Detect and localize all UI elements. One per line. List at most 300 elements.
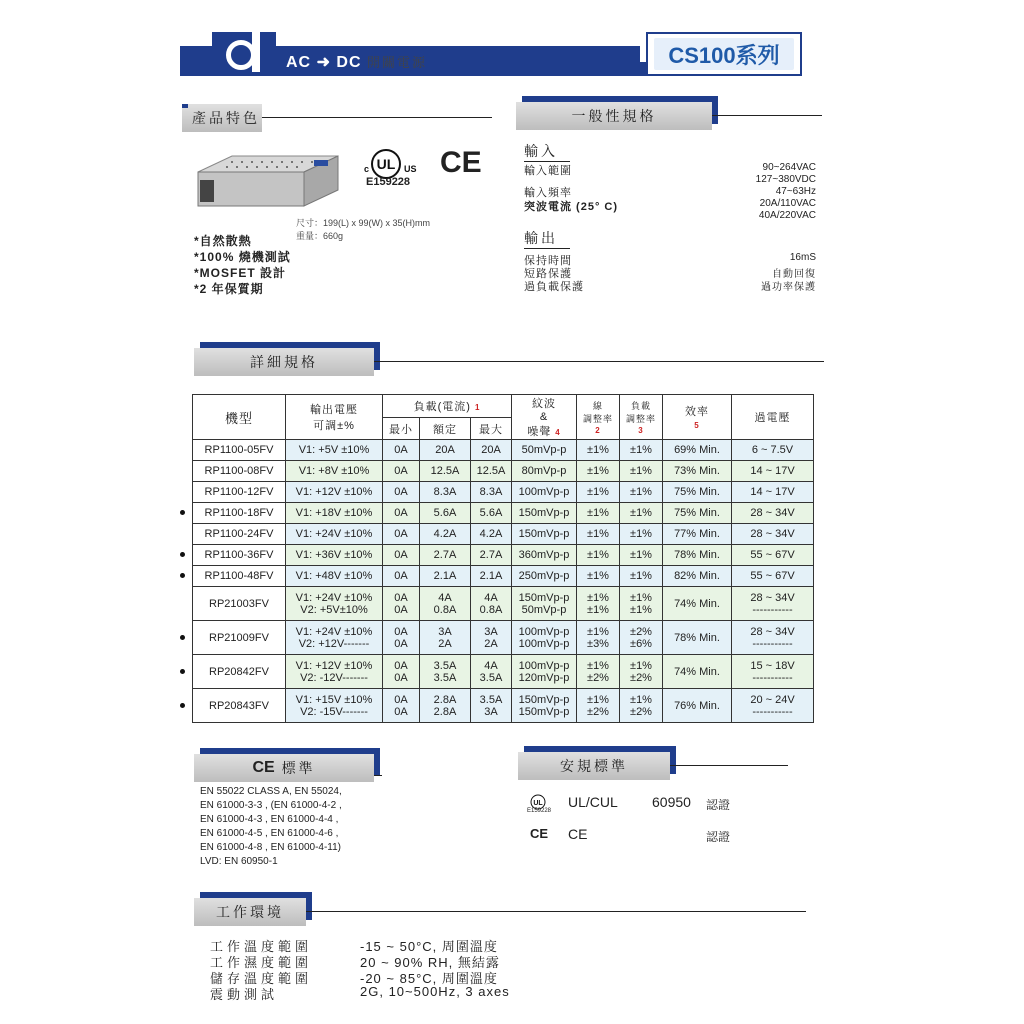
- row-voltage-value: V1: +5V ±10%: [298, 444, 370, 456]
- row-voltage-value: V2: -12V-------: [300, 671, 368, 684]
- row-voltage: [286, 545, 383, 566]
- output-heading: 輸出: [524, 228, 570, 249]
- row-load-reg-value: ±1%: [630, 659, 652, 672]
- row-voltage: [286, 566, 383, 587]
- row-voltage-value: V1: +18V ±10%: [295, 507, 373, 519]
- row-model: [193, 461, 286, 482]
- row-voltage: [286, 621, 383, 655]
- row-voltage: [286, 655, 383, 689]
- row-voltage: [286, 461, 383, 482]
- col-rated: 額定: [420, 418, 471, 440]
- title-suffix: 開關電源: [366, 55, 427, 70]
- row-voltage-value: V1: +8V ±10%: [298, 465, 370, 477]
- row-ovp-value: 28 ~ 34V: [750, 625, 795, 638]
- header-title: [286, 52, 427, 72]
- row-min: [383, 461, 420, 482]
- row-ovp-value: 28 ~ 34V: [750, 528, 795, 540]
- row-load-reg-value: ±1%: [630, 549, 652, 561]
- row-efficiency-value: 77% Min.: [674, 528, 720, 540]
- ce-standard-line: LVD: EN 60950-1: [200, 856, 278, 867]
- col-load-reg: 負載 調整率 3: [620, 395, 663, 440]
- feature-item: *自然散熱: [194, 234, 252, 248]
- output-label-short: 短路保護: [524, 268, 572, 280]
- svg-text:UL: UL: [376, 156, 396, 172]
- row-rated-value: 12.5A: [430, 465, 460, 477]
- col-ovp: 過電壓: [732, 395, 814, 440]
- row-load-reg: [620, 545, 663, 566]
- row-rated-value: 0.8A: [433, 603, 457, 616]
- row-line-reg-value: ±1%: [587, 591, 609, 604]
- col-max: 最大: [471, 418, 512, 440]
- row-model: [193, 621, 286, 655]
- ce-heading: [194, 754, 374, 782]
- row-line-reg-value: ±1%: [587, 570, 609, 582]
- row-min-value: 0A: [394, 693, 408, 706]
- row-ripple-value: 250mVp-p: [518, 570, 570, 582]
- row-rated-value: 2A: [438, 637, 452, 650]
- table-row: [193, 524, 814, 545]
- row-max: [471, 689, 512, 723]
- features-heading: 產品特色: [182, 104, 262, 132]
- header-accent-block: [180, 46, 212, 76]
- row-model-value: RP1100-24FV: [204, 528, 274, 540]
- row-ripple: [512, 587, 577, 621]
- row-line-reg: [577, 482, 620, 503]
- ce-mark-icon: CE: [530, 826, 549, 841]
- row-load-reg: [620, 689, 663, 723]
- row-line-reg: [577, 440, 620, 461]
- svg-text:c: c: [364, 164, 370, 174]
- row-max-value: 2.1A: [479, 570, 503, 582]
- row-rated-value: 4.2A: [433, 528, 457, 540]
- env-label: 儲存溫度範圍: [210, 971, 313, 986]
- row-rated: [420, 503, 471, 524]
- row-max-value: 3A: [484, 705, 498, 718]
- row-line-reg-value: ±1%: [587, 659, 609, 672]
- row-ovp-value: 55 ~ 67V: [750, 549, 795, 561]
- safety-ul-cert: 認證: [706, 798, 731, 812]
- row-model-value: RP21009FV: [209, 631, 269, 644]
- row-line-reg: [577, 503, 620, 524]
- col-efficiency: 效率 5: [663, 395, 732, 440]
- row-ripple-value: 100mVp-p: [518, 625, 570, 638]
- row-line-reg: [577, 524, 620, 545]
- row-ripple: [512, 482, 577, 503]
- row-line-reg: [577, 461, 620, 482]
- row-ovp: [732, 689, 814, 723]
- row-max: [471, 461, 512, 482]
- row-line-reg-value: ±1%: [587, 528, 609, 540]
- table-row: [193, 621, 814, 655]
- row-ovp-value: 55 ~ 67V: [750, 570, 795, 582]
- row-ovp: [732, 524, 814, 545]
- table-row: [193, 587, 814, 621]
- row-min: [383, 621, 420, 655]
- row-voltage-value: V1: +36V ±10%: [295, 549, 373, 561]
- ce-standard-line: EN 61000-4-5 , EN 61000-4-6 ,: [200, 828, 339, 839]
- row-rated-value: 2.8A: [433, 693, 457, 706]
- row-min-value: 0A: [394, 671, 408, 684]
- row-model: [193, 482, 286, 503]
- row-efficiency-value: 69% Min.: [674, 444, 720, 456]
- row-load-reg-value: ±1%: [630, 570, 652, 582]
- table-row: [193, 503, 814, 524]
- row-min-value: 0A: [394, 507, 408, 519]
- row-min: [383, 440, 420, 461]
- row-ripple-value: 150mVp-p: [518, 507, 570, 519]
- row-voltage: [286, 482, 383, 503]
- input-label-inrush: 突波電流 (25° C): [524, 201, 619, 213]
- row-efficiency-value: 73% Min.: [674, 465, 720, 477]
- row-voltage: [286, 587, 383, 621]
- row-ovp-value: 28 ~ 34V: [750, 591, 795, 604]
- row-line-reg: [577, 566, 620, 587]
- col-load: 負載(電流) 1: [383, 395, 512, 418]
- row-max: [471, 440, 512, 461]
- row-efficiency: [663, 621, 732, 655]
- row-ovp-value: -----------: [752, 603, 793, 616]
- row-efficiency-value: 76% Min.: [674, 699, 720, 712]
- row-line-reg-value: ±1%: [587, 507, 609, 519]
- row-model-value: RP21003FV: [209, 597, 269, 610]
- row-ripple: [512, 503, 577, 524]
- general-rule: [712, 115, 822, 116]
- row-line-reg-value: ±1%: [587, 603, 609, 616]
- row-rated-value: 8.3A: [433, 486, 457, 498]
- input-value: 47~63Hz: [775, 186, 816, 197]
- row-ovp-value: 28 ~ 34V: [750, 507, 795, 519]
- row-max-value: 4A: [484, 659, 498, 672]
- row-voltage: [286, 503, 383, 524]
- row-line-reg: [577, 655, 620, 689]
- row-efficiency-value: 74% Min.: [674, 597, 720, 610]
- env-value: -15 ~ 50°C, 周圍溫度: [360, 939, 498, 954]
- row-ovp: [732, 545, 814, 566]
- ce-rule: [374, 775, 382, 776]
- row-min: [383, 689, 420, 723]
- row-line-reg: [577, 587, 620, 621]
- row-load-reg-value: ±1%: [630, 444, 652, 456]
- row-line-reg-value: ±1%: [587, 693, 609, 706]
- row-min-value: 0A: [394, 444, 408, 456]
- env-value: -20 ~ 85°C, 周圍溫度: [360, 971, 498, 986]
- row-efficiency: [663, 461, 732, 482]
- row-min: [383, 655, 420, 689]
- row-voltage-value: V2: -15V-------: [300, 705, 368, 718]
- row-rated: [420, 689, 471, 723]
- row-efficiency-value: 78% Min.: [674, 549, 720, 561]
- table-row: [193, 689, 814, 723]
- row-ripple-value: 100mVp-p: [518, 659, 570, 672]
- row-line-reg: [577, 621, 620, 655]
- row-load-reg: [620, 587, 663, 621]
- row-load-reg-value: ±1%: [630, 486, 652, 498]
- row-bullet-icon: [180, 703, 185, 708]
- feature-item: *100% 燒機測試: [194, 250, 291, 264]
- row-voltage-value: V2: +5V±10%: [300, 603, 368, 616]
- row-rated: [420, 545, 471, 566]
- row-min-value: 0A: [394, 486, 408, 498]
- row-model: [193, 566, 286, 587]
- row-max: [471, 482, 512, 503]
- row-min-value: 0A: [394, 659, 408, 672]
- svg-text:UL: UL: [533, 800, 543, 807]
- row-max: [471, 655, 512, 689]
- row-efficiency: [663, 587, 732, 621]
- row-model: [193, 503, 286, 524]
- row-voltage: [286, 440, 383, 461]
- row-load-reg-value: ±1%: [630, 465, 652, 477]
- row-voltage: [286, 689, 383, 723]
- row-ripple-value: 150mVp-p: [518, 693, 570, 706]
- product-photo: [192, 150, 342, 210]
- row-ovp-value: -----------: [752, 637, 793, 650]
- row-rated-value: 2.1A: [433, 570, 457, 582]
- row-rated: [420, 587, 471, 621]
- row-voltage-value: V1: +15V ±10%: [295, 693, 373, 706]
- row-min-value: 0A: [394, 625, 408, 638]
- row-efficiency: [663, 503, 732, 524]
- table-row: [193, 655, 814, 689]
- row-load-reg-value: ±6%: [630, 637, 652, 650]
- table-row: [193, 566, 814, 587]
- row-ovp: [732, 621, 814, 655]
- row-line-reg-value: ±1%: [587, 465, 609, 477]
- row-model: [193, 524, 286, 545]
- arrow-right-icon: ➜: [316, 54, 331, 71]
- table-row: [193, 440, 814, 461]
- row-model: [193, 655, 286, 689]
- row-line-reg-value: ±1%: [587, 625, 609, 638]
- row-model-value: RP1100-05FV: [204, 444, 274, 456]
- row-ovp-value: 6 ~ 7.5V: [751, 444, 794, 456]
- row-ovp: [732, 461, 814, 482]
- input-label-range: 輸入範圍: [524, 165, 572, 177]
- row-max: [471, 621, 512, 655]
- product-weight: 重量：660g: [296, 231, 344, 241]
- row-rated-value: 2.7A: [433, 549, 457, 561]
- row-load-reg-value: ±1%: [630, 507, 652, 519]
- row-max-value: 3.5A: [479, 671, 503, 684]
- ce-heading-ce: CE: [252, 759, 275, 776]
- row-voltage: [286, 524, 383, 545]
- row-load-reg-value: ±1%: [630, 591, 652, 604]
- col-model: 機型: [193, 395, 286, 440]
- row-load-reg-value: ±2%: [630, 705, 652, 718]
- row-efficiency: [663, 655, 732, 689]
- row-ovp: [732, 440, 814, 461]
- row-line-reg-value: ±1%: [587, 444, 609, 456]
- row-ripple-value: 360mVp-p: [518, 549, 570, 561]
- row-ripple-value: 50mVp-p: [521, 603, 567, 616]
- row-efficiency-value: 75% Min.: [674, 507, 720, 519]
- row-ripple-value: 50mVp-p: [521, 444, 567, 456]
- ce-heading-rest: 標準: [281, 760, 316, 776]
- row-rated-value: 4A: [438, 591, 452, 604]
- row-rated: [420, 482, 471, 503]
- series-badge: [646, 32, 802, 76]
- row-load-reg-value: ±1%: [630, 528, 652, 540]
- row-ovp: [732, 566, 814, 587]
- env-label: 工作濕度範圍: [210, 955, 313, 970]
- row-load-reg-value: ±2%: [630, 671, 652, 684]
- safety-ul-label: UL/CUL: [568, 794, 618, 810]
- row-efficiency: [663, 482, 732, 503]
- row-max-value: 2.7A: [479, 549, 503, 561]
- row-voltage-value: V1: +24V ±10%: [295, 591, 373, 604]
- header-bar: [276, 46, 640, 76]
- row-line-reg-value: ±2%: [587, 671, 609, 684]
- safety-ce-label: CE: [568, 826, 588, 842]
- row-max-value: 20A: [481, 444, 501, 456]
- row-efficiency-value: 74% Min.: [674, 665, 720, 678]
- row-model: [193, 689, 286, 723]
- row-load-reg-value: ±1%: [630, 603, 652, 616]
- row-min: [383, 503, 420, 524]
- row-ripple-value: 150mVp-p: [518, 591, 570, 604]
- row-model-value: RP1100-08FV: [204, 465, 274, 477]
- svg-text:US: US: [404, 164, 417, 174]
- title-ac: AC: [286, 54, 312, 71]
- row-max: [471, 587, 512, 621]
- row-min-value: 0A: [394, 570, 408, 582]
- ce-standard-line: EN 61000-3-3 , (EN 61000-4-2 ,: [200, 800, 342, 811]
- row-ovp: [732, 482, 814, 503]
- ce-mark-icon: CE: [440, 146, 482, 179]
- row-max-value: 4A: [484, 591, 498, 604]
- series-label: CS100系列: [654, 38, 794, 70]
- input-value: 90~264VAC: [762, 162, 816, 173]
- row-max-value: 0.8A: [479, 603, 503, 616]
- row-ripple: [512, 440, 577, 461]
- title-dc: DC: [336, 54, 362, 71]
- row-voltage-value: V1: +48V ±10%: [295, 570, 373, 582]
- row-rated-value: 3.5A: [433, 671, 457, 684]
- row-max-value: 2A: [484, 637, 498, 650]
- row-model-value: RP1100-18FV: [204, 507, 274, 519]
- row-ripple-value: 80mVp-p: [521, 465, 567, 477]
- row-line-reg-value: ±1%: [587, 549, 609, 561]
- row-rated-value: 3A: [438, 625, 452, 638]
- row-load-reg: [620, 482, 663, 503]
- row-efficiency: [663, 524, 732, 545]
- row-efficiency: [663, 440, 732, 461]
- table-row: [193, 482, 814, 503]
- row-model-value: RP20842FV: [209, 665, 269, 678]
- row-voltage-value: V1: +24V ±10%: [295, 528, 373, 540]
- row-line-reg-value: ±2%: [587, 705, 609, 718]
- output-value: 16mS: [789, 252, 816, 263]
- row-load-reg-value: ±1%: [630, 693, 652, 706]
- row-ripple-value: 150mVp-p: [518, 705, 570, 718]
- row-model-value: RP20843FV: [209, 699, 269, 712]
- row-bullet-icon: [180, 635, 185, 640]
- row-ripple: [512, 524, 577, 545]
- col-ripple: 紋波 & 噪聲 4: [512, 395, 577, 440]
- row-min-value: 0A: [394, 637, 408, 650]
- row-load-reg: [620, 524, 663, 545]
- row-ovp: [732, 503, 814, 524]
- row-rated: [420, 655, 471, 689]
- input-value: 40A/220VAC: [758, 210, 816, 221]
- row-rated-value: 2.8A: [433, 705, 457, 718]
- ce-standard-line: EN 61000-4-8 , EN 61000-4-11): [200, 842, 342, 853]
- row-max-value: 5.6A: [479, 507, 503, 519]
- row-load-reg: [620, 566, 663, 587]
- output-value: 過功率保護: [761, 282, 816, 293]
- ce-standard-line: EN 55022 CLASS A, EN 55024,: [200, 786, 342, 797]
- row-bullet-icon: [180, 573, 185, 578]
- row-ripple: [512, 689, 577, 723]
- row-ripple: [512, 621, 577, 655]
- row-rated-value: 3.5A: [433, 659, 457, 672]
- detail-rule: [374, 361, 824, 362]
- env-value: 20 ~ 90% RH, 無結露: [360, 955, 500, 970]
- row-max: [471, 524, 512, 545]
- row-efficiency: [663, 566, 732, 587]
- row-ripple-value: 100mVp-p: [518, 637, 570, 650]
- row-min-value: 0A: [394, 528, 408, 540]
- ce-standard-line: EN 61000-4-3 , EN 61000-4-4 ,: [200, 814, 339, 825]
- row-rated: [420, 621, 471, 655]
- row-rated: [420, 524, 471, 545]
- company-logo-icon: [212, 32, 276, 76]
- row-min-value: 0A: [394, 549, 408, 561]
- general-heading: 一般性規格: [516, 102, 712, 130]
- row-line-reg: [577, 689, 620, 723]
- row-ovp-value: -----------: [752, 705, 793, 718]
- env-label: 震動測試: [210, 987, 279, 1002]
- row-rated-value: 5.6A: [433, 507, 457, 519]
- row-min: [383, 545, 420, 566]
- safety-rule: [670, 765, 788, 766]
- output-value: 自動回復: [772, 269, 816, 280]
- row-min-value: 0A: [394, 465, 408, 477]
- product-dimension: 尺寸：199(L) x 99(W) x 35(H)mm: [296, 218, 431, 228]
- row-line-reg: [577, 545, 620, 566]
- row-max-value: 12.5A: [476, 465, 506, 477]
- safety-ul-number: E159228: [527, 808, 552, 814]
- detail-heading: 詳細規格: [194, 348, 374, 376]
- row-min: [383, 587, 420, 621]
- output-label-overload: 過負載保護: [524, 281, 584, 293]
- row-max: [471, 566, 512, 587]
- row-ripple: [512, 566, 577, 587]
- env-label: 工作溫度範圍: [210, 939, 313, 954]
- row-ripple-value: 120mVp-p: [518, 671, 570, 684]
- row-model: [193, 545, 286, 566]
- row-line-reg-value: ±3%: [587, 637, 609, 650]
- env-value: 2G, 10~500Hz, 3 axes: [360, 984, 510, 999]
- ul-number: E159228: [366, 176, 411, 188]
- row-rated: [420, 566, 471, 587]
- safety-heading: 安規標準: [518, 752, 670, 780]
- row-model: [193, 440, 286, 461]
- col-min: 最小: [383, 418, 420, 440]
- features-heading-accent: [182, 104, 188, 108]
- row-bullet-icon: [180, 510, 185, 515]
- input-heading: 輸入: [524, 141, 570, 162]
- row-ripple-value: 100mVp-p: [518, 486, 570, 498]
- row-model-value: RP1100-12FV: [204, 486, 274, 498]
- row-efficiency-value: 78% Min.: [674, 631, 720, 644]
- row-voltage-value: V1: +12V ±10%: [295, 659, 373, 672]
- row-efficiency-value: 75% Min.: [674, 486, 720, 498]
- row-ovp-value: -----------: [752, 671, 793, 684]
- feature-item: *2 年保質期: [194, 282, 264, 296]
- row-min-value: 0A: [394, 705, 408, 718]
- row-voltage-value: V1: +24V ±10%: [295, 625, 373, 638]
